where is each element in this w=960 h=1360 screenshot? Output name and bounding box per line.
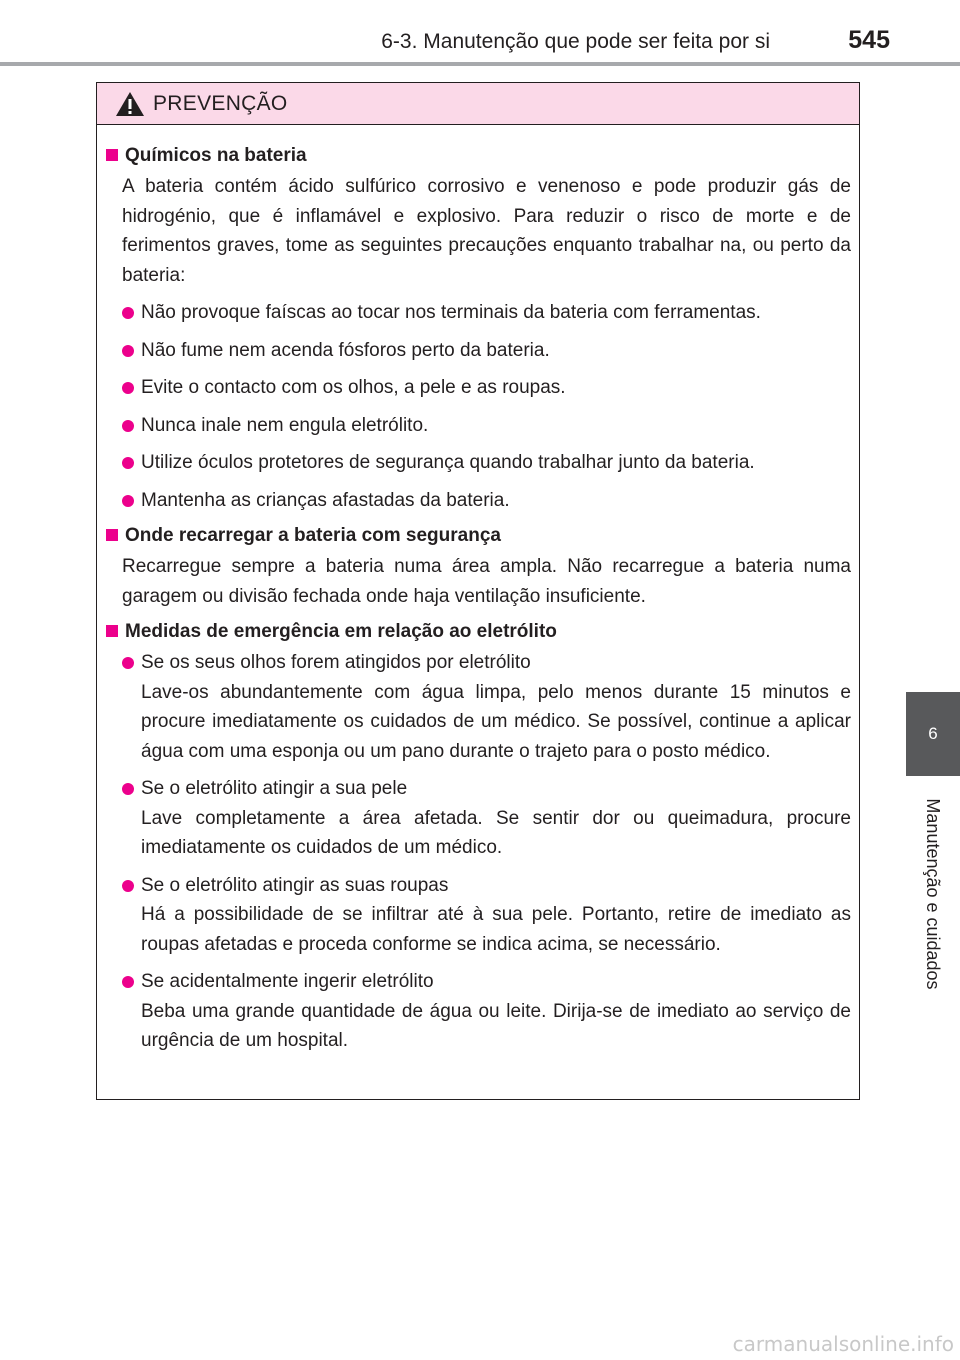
- warning-triangle-icon: [115, 91, 145, 117]
- section-title: 6-3. Manutenção que pode ser feita por si: [381, 30, 770, 53]
- round-bullet-icon: [122, 345, 134, 357]
- square-bullet-icon: [106, 529, 118, 541]
- page-number: 545: [848, 26, 890, 54]
- list-item: Não fume nem acenda fósforos perto da bateria.: [122, 336, 851, 366]
- list-item-heading: Se acidentalmente ingerir eletrólito: [141, 971, 434, 992]
- list-item: [122, 648, 851, 766]
- warning-header: [97, 83, 859, 125]
- round-bullet-icon: [122, 495, 134, 507]
- list-item-heading: Se os seus olhos forem atingidos por eletrólito: [141, 652, 531, 673]
- warning-title: PREVENÇÃO: [153, 91, 288, 115]
- square-bullet-icon: [106, 625, 118, 637]
- list-item: [122, 871, 851, 960]
- list-item: Evite o contacto com os olhos, a pele e as roupas.: [122, 373, 851, 403]
- list-item: Não provoque faíscas ao tocar nos terminais da bateria com ferramentas.: [122, 298, 851, 328]
- section-heading: Medidas de emergência em relação ao eletrólito: [106, 619, 851, 645]
- list-item: Mantenha as crianças afastadas da bateria.: [122, 486, 851, 516]
- chapter-tab: [906, 692, 960, 776]
- round-bullet-icon: [122, 307, 134, 319]
- square-bullet-icon: [106, 149, 118, 161]
- watermark: carmanualsonline.info: [732, 1332, 954, 1356]
- list-item-text: Lave-os abundantemente com água limpa, pelo menos durante 15 minutos e procure imediatamente os cuidados de um médico. Se possível, continue a aplicar água com uma esponja ou um pano durante o trajeto para o posto médico.: [141, 681, 851, 762]
- section-heading: Onde recarregar a bateria com segurança: [106, 523, 851, 549]
- list-item-heading: Se o eletrólito atingir as suas roupas: [141, 874, 449, 896]
- list-item: Nunca inale nem engula eletrólito.: [122, 411, 851, 441]
- round-bullet-icon: [122, 420, 134, 432]
- list-item: [122, 967, 851, 1056]
- warning-body: [97, 125, 859, 1056]
- chapter-number: 6: [928, 724, 938, 743]
- round-bullet-icon: [122, 457, 134, 469]
- round-bullet-icon: [122, 382, 134, 394]
- section-paragraph: Recarregue sempre a bateria numa área ampla. Não recarregue a bateria numa garagem ou divisão fechada onde haja ventilação insuficiente.: [122, 556, 851, 607]
- list-item-text: Lave completamente a área afetada. Se sentir dor ou queimadura, procure imediatamente os cuidados de um médico.: [141, 807, 851, 858]
- chapter-label: Manutenção e cuidados: [923, 798, 943, 990]
- round-bullet-icon: [122, 783, 134, 795]
- list-item: [122, 774, 851, 863]
- list-item-heading: Se o eletrólito atingir a sua pele: [141, 778, 408, 799]
- round-bullet-icon: [122, 976, 134, 988]
- section-heading: Químicos na bateria: [106, 143, 851, 169]
- section-paragraph: A bateria contém ácido sulfúrico corrosivo e venenoso e pode produzir gás de hidrogénio, que é inflamável e explosivo. Para reduzir o risco de morte e de ferimentos graves, tome as seguintes precauções enquanto trabalhar na, ou perto da bateria:: [122, 176, 851, 286]
- list-item: Utilize óculos protetores de segurança quando trabalhar junto da bateria.: [122, 448, 851, 478]
- round-bullet-icon: [122, 880, 134, 892]
- list-item-text: Há a possibilidade de se infiltrar até à sua pele. Portanto, retire de imediato as roupas afetadas e proceda conforme se indica acima, se necessário.: [141, 904, 851, 955]
- header-divider: [0, 62, 960, 66]
- list-item-text: Beba uma grande quantidade de água ou leite. Dirija-se de imediato ao serviço de urgência de um hospital.: [141, 1000, 851, 1051]
- round-bullet-icon: [122, 657, 134, 669]
- warning-box: [96, 82, 860, 1100]
